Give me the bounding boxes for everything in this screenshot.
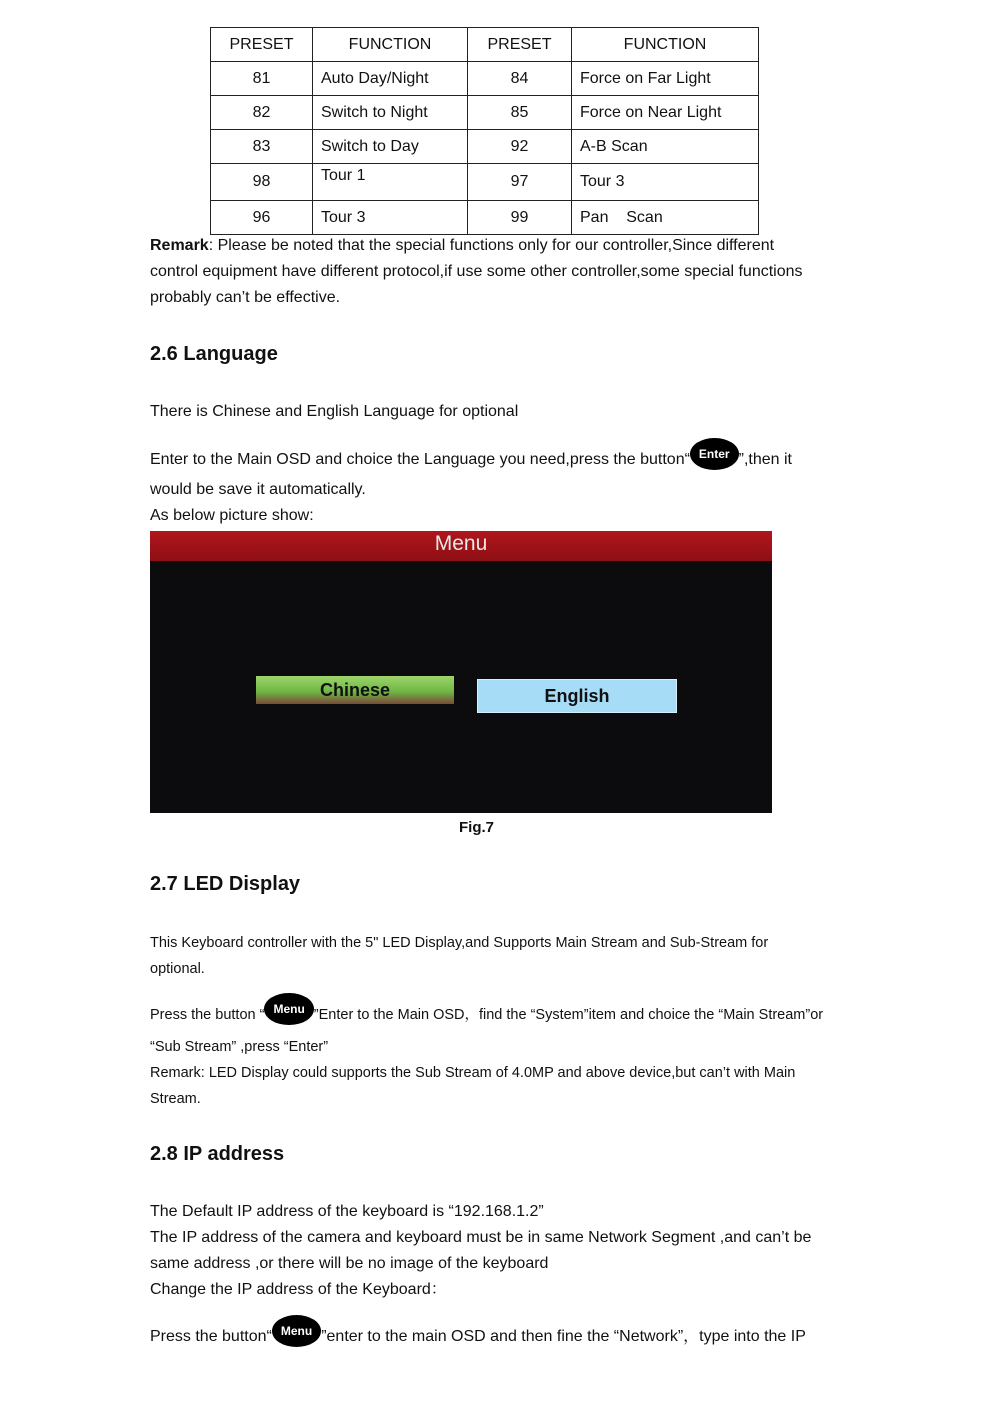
table-row [211,62,759,96]
table-cell: 98 [211,164,313,201]
preset-function-table [210,27,759,235]
table-cell: 83 [211,130,313,164]
english-option: English [477,679,677,713]
paragraph: would be save it automatically. [150,481,366,498]
table-row [211,130,759,164]
remark-text: : Please be noted that the special functions only for our controller,Since different [208,237,775,254]
table-cell: 99 [468,201,572,235]
table-cell: Switch to Night [313,96,468,130]
column-header: FUNCTION [313,28,468,62]
table-cell: 85 [468,96,572,130]
osd-title: Menu [434,532,488,555]
text: The IP address of the camera and keyboard must be in same Network Segment ,and can’t be [150,1229,812,1246]
column-header: PRESET [211,28,313,62]
text: “Sub Stream” ,press “Enter” [150,1039,329,1055]
text: same address ,or there will be no image of the keyboard [150,1255,549,1272]
table-cell: 82 [211,96,313,130]
table-cell: Auto Day/Night [313,62,468,96]
table-cell: 84 [468,62,572,96]
menu-button-icon: Menu [272,1315,321,1347]
paragraph: As below picture show: [150,507,314,524]
table-cell: Tour 3 [313,201,468,235]
text: Stream. [150,1091,201,1107]
table-cell: Tour 3 [572,164,759,201]
column-header: FUNCTION [572,28,759,62]
column-header: PRESET [468,28,572,62]
table-header-row [211,28,759,62]
paragraph [150,1315,850,1350]
text: optional. [150,961,205,977]
table-cell: 92 [468,130,572,164]
chinese-option: Chinese [256,676,454,704]
text: ”Enter to the Main OSD，find the “System”item and choice the “Main Stream”or [313,1007,824,1023]
table-row [211,164,759,201]
table-cell: 97 [468,164,572,201]
text: Press the button“ [150,1328,272,1345]
text: This Keyboard controller with the 5" LED Display,and Supports Main Stream and Sub-Stream for [150,935,769,951]
section-heading-ip-address: 2.8 IP address [150,1143,285,1165]
osd-menu-screenshot [150,531,772,813]
paragraph: There is Chinese and English Language for optional [150,403,519,420]
table-cell: Force on Far Light [572,62,759,96]
text: Press the button “ [150,1007,265,1023]
table-cell: A-B Scan [572,130,759,164]
table-cell: Pan Scan [572,201,759,235]
table-row [211,201,759,235]
table-row [211,96,759,130]
remark-label: Remark [150,237,209,254]
enter-button-icon: Enter [690,438,739,470]
text: Enter to the Main OSD and choice the Language you need,press the button“ [150,451,690,468]
table-cell: 96 [211,201,313,235]
table-cell: Force on Near Light [572,96,759,130]
remark-text: control equipment have different protocol,if use some other controller,some special functions [150,263,803,280]
figure-caption: Fig.7 [459,819,495,836]
table-cell: Tour 1 [313,164,468,201]
text: The Default IP address of the keyboard is “192.168.1.2” [150,1203,544,1220]
section-heading-language: 2.6 Language [150,343,278,365]
text: Remark: LED Display could supports the Sub Stream of 4.0MP and above device,but can’t with Main [150,1065,796,1081]
section-heading-led-display: 2.7 LED Display [150,873,301,895]
paragraph [150,930,870,982]
text: ”,then it [738,451,792,468]
remark-paragraph [150,233,850,311]
table-cell: 81 [211,62,313,96]
table-cell: Switch to Day [313,130,468,164]
menu-button-icon: Menu [264,993,313,1025]
paragraph [150,438,850,473]
paragraph [150,1034,870,1112]
text: ”enter to the main OSD and then fine the “Network”，type into the IP [321,1328,806,1345]
paragraph [150,1199,850,1303]
paragraph [150,993,870,1028]
remark-text: probably can’t be effective. [150,289,341,306]
text: Change the IP address of the Keyboard： [150,1281,447,1298]
